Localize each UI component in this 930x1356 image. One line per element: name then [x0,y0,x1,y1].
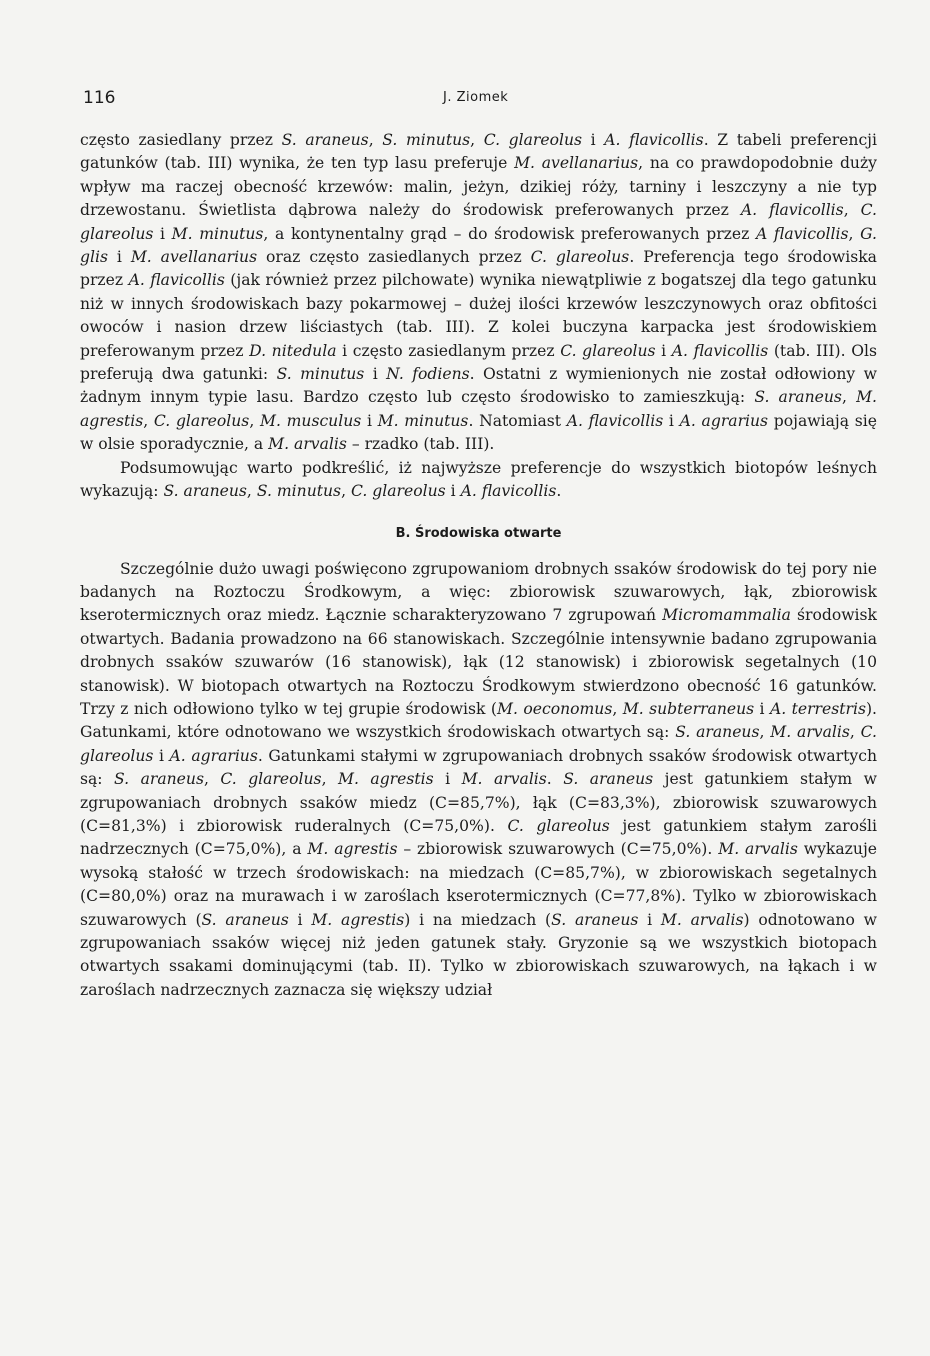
species-name: M. avellanarius [130,248,258,267]
text-run: , [246,482,257,501]
text-run: . Preferencja tego środowiska przez [80,248,877,290]
species-name: M. agrestis [80,388,877,430]
text-run: , [341,482,351,501]
text-run: i [288,910,312,929]
species-name: S. araneus [754,388,842,407]
species-name: A. flavicollis [128,271,225,290]
text-run: i często zasiedlanym przez [336,341,561,360]
text-run: i [655,341,672,360]
species-name: S. minutus [256,482,342,501]
text-run: , [843,201,861,220]
text-run: , [143,411,154,430]
section-heading: B. Środowiska otwarte [395,525,562,541]
text-run: . Ostatni z wymienionych nie został odłowiony w żadnym innym typie lasu. Bardzo często lub często środowisko to zamieszkują: [80,365,877,407]
species-name: G. glis [80,224,877,267]
text-run: – rzadko (tab. III). [346,435,495,454]
species-name: M. agrestis [338,770,434,789]
species-name: Micromammalia [662,606,791,625]
text-run: , a kontynentalny grąd – do środowisk preferowanych przez [263,224,756,243]
species-name: A. terrestris [769,699,866,718]
species-name: M. arvalis [770,723,850,742]
species-name: A. flavicollis [671,341,769,360]
species-name: S. minutus [276,365,365,384]
text-run: ) odnotowano w zgrupowaniach ssaków więcej niż jeden gatunek stały. Gryzonie są we wszystkich biotopach otwartych ssakami dominującymi (tab. II). Tylko w zbiorowiskach szuwarowych, na łąkach i w zaroślach nadrzecznych zaznacza się większy udział [80,910,877,999]
species-name: C. glareolus [483,131,583,149]
species-name: M. arvalis [660,910,744,929]
species-name: A. agrarius [679,411,769,430]
text-run: i [153,746,170,765]
species-name: M. oeconomus [497,699,613,718]
text-run: i [638,910,661,929]
species-name: A. flavicollis [604,131,704,149]
species-name: S. araneus [551,910,639,929]
body-text [80,129,877,1002]
species-name: S. araneus [114,770,204,789]
species-name: C. glareolus [220,770,322,789]
text-run: . Gatunkami stałymi w zgrupowaniach drobnych ssaków środowisk otwartych są: [80,746,877,789]
species-name: M. minutus [377,411,469,430]
text-run: i [107,248,131,267]
text-run: i [663,411,680,430]
species-name: A. agrarius [169,746,258,765]
text-run: i [754,699,770,718]
text-run: ). Gatunkami, które odnotowano we wszystkich środowiskach otwartych są: [80,699,877,742]
text-run: . Natomiast [468,411,567,430]
text-run: , na co prawdopodobnie duży wpływ ma raczej obecność krzewów: malin, jeżyn, dzikiej róży, tarniny i leszczyny a nie typ drzewostanu. Świetlista dąbrowa należy do środowisk preferowanych przez [80,154,877,220]
species-name: D. nitedula [249,341,337,360]
species-name: M. agrestis [307,840,398,859]
running-head-author: J. Ziomek [443,90,509,105]
text-run: i [445,482,461,501]
species-name: N. fodiens [386,365,470,384]
text-run: pojawiają się w olsie sporadycznie, a [80,411,877,454]
text-run: ) i na miedzach ( [404,910,552,929]
text-run: i [433,770,462,789]
text-run: środowisk otwartych. Badania prowadzono na 66 stanowiskach. Szczególnie intensywnie badano zgrupowania drobnych ssaków szuwarów (16 stanowisk), łąk (12 stanowisk) i zbiorowisk segetalnych (10 stanowisk). W biotopach otwartych na Roztoczu Środkowym stwierdzono obecność 16 gatunków. Trzy z nich odłowiono tylko w tej grupie środowisk ( [80,606,877,718]
species-name: A flavicollis [756,224,849,243]
text-run: – zbiorowisk szuwarowych (C=75,0%). [397,840,719,859]
text-run: . [546,770,564,789]
text-run: , [321,770,338,789]
text-run: często zasiedlany przez [80,131,282,149]
text-run: , [470,131,484,149]
paragraph [80,129,877,457]
paragraph [80,457,877,504]
text-run: Podsumowując warto podkreślić, iż najwyższe preferencje do wszystkich biotopów leśnych wykazują: [80,458,877,501]
species-name: M. agrestis [311,910,405,929]
species-name: C. glareolus [153,411,250,430]
text-run: . Z tabeli preferencji gatunków (tab. III) wynika, że ten typ lasu preferuje [80,131,878,173]
species-name: C. glareolus [80,201,877,243]
species-name: S. minutus [382,131,471,149]
species-name: M. arvalis [461,770,547,789]
text-run: . [556,482,562,501]
species-name: S. araneus [201,910,289,929]
page-header [83,88,878,110]
text-run: i [153,224,172,243]
species-name: M. musculus [259,411,362,430]
species-name: A. flavicollis [740,201,844,220]
text-run: i [364,365,387,384]
species-name: M. minutus [171,224,264,243]
text-run: jest gatunkiem stałym w zgrupowaniach drobnych ssaków miedz (C=85,7%), łąk (C=83,3%), zbiorowisk szuwarowych (C=81,3%) i zbiorowisk ruderalnych (C=75,0%). [80,770,878,835]
text-run: i [361,411,378,430]
text-run: , [249,411,260,430]
text-run: , [759,723,771,742]
species-name: C. glareolus [560,341,656,360]
species-name: M. avellanarius [514,154,639,173]
species-name: C. glareolus [80,723,878,765]
species-name: S. araneus [163,482,247,501]
text-run: , [841,388,857,407]
text-run: Szczególnie dużo uwagi poświęcono zgrupowaniom drobnych ssaków środowisk do tej pory nie badanych na Roztoczu Środkowym, a więc: zbiorowisk szuwarowych, łąk, zbiorowisk kserotermicznych oraz miedz. Łącznie scharakteryzowano 7 zgrupowań [80,559,877,625]
species-name: S. araneus [281,131,369,149]
text-run: (jak również przez pilchowate) wynika niewątpliwie z bogatszej dla tego gatunku niż w innych środowiskach bazy pokarmowej – dużej ilości krzewów leszczynowych oraz obfitości owoców i nasion drzew liściastych (tab. III). Z kolei buczyna karpacka jest środowiskiem preferowanym przez [80,271,877,360]
text-run: , [368,131,383,149]
text-run: oraz często zasiedlanych przez [257,248,531,267]
species-name: S. araneus [675,723,760,742]
species-name: C. glareolus [507,816,610,835]
species-name: M. arvalis [268,435,347,454]
species-name: A. flavicollis [460,482,557,501]
species-name: C. glareolus [530,248,630,267]
page-number: 116 [83,88,116,108]
text-run: (tab. III). Ols preferują dwa gatunki: [80,341,877,384]
species-name: M. arvalis [718,840,798,859]
text-run: jest gatunkiem stałym zarośli nadrzecznych (C=75,0%), a [80,816,877,859]
text-run: i [582,131,605,149]
text-run: wykazuje wysoką stałość w trzech środowiskach: na miedzach (C=85,7%), w zbiorowiskach segetalnych (C=80,0%) oraz na murawach i w zaroślach kserotermicznych (C=77,8%). Tylko w zbiorowiskach szuwarowych ( [80,840,878,929]
paragraph [80,558,877,1003]
text-run: , [203,770,221,789]
species-name: A. flavicollis [566,411,664,430]
species-name: M. subterraneus [622,699,755,718]
text-run: , [849,723,861,742]
species-name: S. araneus [563,770,654,789]
text-run: , [848,224,861,243]
text-run: , [612,699,623,718]
species-name: C. glareolus [350,482,446,501]
